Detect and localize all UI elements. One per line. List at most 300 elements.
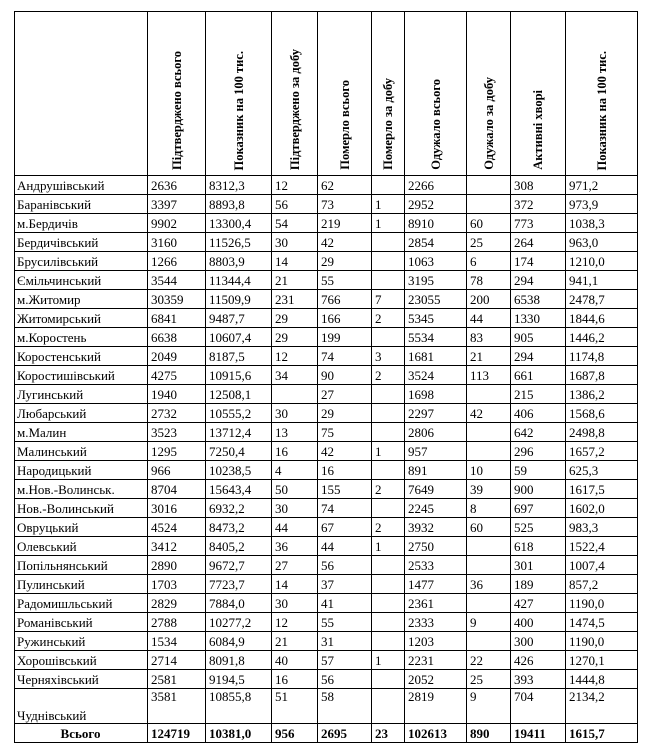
data-cell: 3523 <box>148 423 206 442</box>
district-name: Черняхівський <box>15 670 148 689</box>
data-cell: 1210,0 <box>566 252 638 271</box>
data-cell: 25 <box>467 670 511 689</box>
district-name: м.Нов.-Волинськ. <box>15 480 148 499</box>
table-row <box>15 442 638 461</box>
table-row <box>15 651 638 670</box>
column-header-label: Померло за добу <box>381 78 395 170</box>
data-cell: 60 <box>467 518 511 537</box>
data-cell <box>372 385 405 404</box>
table-row <box>15 252 638 271</box>
data-cell <box>372 670 405 689</box>
data-cell: 10555,2 <box>206 404 272 423</box>
data-cell: 661 <box>511 366 566 385</box>
table-row <box>15 271 638 290</box>
data-cell: 23055 <box>405 290 467 309</box>
data-cell: 7884,0 <box>206 594 272 613</box>
data-cell: 300 <box>511 632 566 651</box>
district-name: Житомирський <box>15 309 148 328</box>
data-cell: 1940 <box>148 385 206 404</box>
column-header-label: Одужало за добу <box>481 77 496 170</box>
table-row <box>15 404 638 423</box>
column-header <box>467 12 511 176</box>
data-cell: 406 <box>511 404 566 423</box>
data-cell: 50 <box>272 480 318 499</box>
data-cell: 12 <box>272 176 318 195</box>
table-row <box>15 670 638 689</box>
district-name: Лугинський <box>15 385 148 404</box>
data-cell: 166 <box>318 309 372 328</box>
data-cell: 9 <box>467 689 511 724</box>
data-cell: 891 <box>405 461 467 480</box>
data-cell: 67 <box>318 518 372 537</box>
district-name: м.Житомир <box>15 290 148 309</box>
data-cell: 4275 <box>148 366 206 385</box>
data-cell: 426 <box>511 651 566 670</box>
data-cell: 3016 <box>148 499 206 518</box>
data-cell: 10277,2 <box>206 613 272 632</box>
data-cell: 10915,6 <box>206 366 272 385</box>
data-cell: 22 <box>467 651 511 670</box>
data-cell <box>372 499 405 518</box>
data-cell: 2788 <box>148 613 206 632</box>
data-cell: 8473,2 <box>206 518 272 537</box>
data-cell: 74 <box>318 499 372 518</box>
district-name: Пулинський <box>15 575 148 594</box>
data-cell: 1007,4 <box>566 556 638 575</box>
data-cell <box>467 176 511 195</box>
data-cell: 1657,2 <box>566 442 638 461</box>
data-cell: 1534 <box>148 632 206 651</box>
data-cell: 1568,6 <box>566 404 638 423</box>
data-cell: 1 <box>372 651 405 670</box>
data-cell: 2134,2 <box>566 689 638 724</box>
district-name: Хорошівський <box>15 651 148 670</box>
data-cell: 73 <box>318 195 372 214</box>
total-cell: 2695 <box>318 724 372 743</box>
data-cell: 1446,2 <box>566 328 638 347</box>
data-cell: 973,9 <box>566 195 638 214</box>
cropped-top-line <box>0 0 651 10</box>
data-cell: 294 <box>511 271 566 290</box>
data-cell: 9 <box>467 613 511 632</box>
data-cell: 27 <box>272 556 318 575</box>
data-cell: 3932 <box>405 518 467 537</box>
data-cell: 8803,9 <box>206 252 272 271</box>
data-cell: 59 <box>511 461 566 480</box>
data-cell <box>372 423 405 442</box>
data-cell: 900 <box>511 480 566 499</box>
table-row <box>15 632 638 651</box>
data-cell: 2231 <box>405 651 467 670</box>
data-cell: 13712,4 <box>206 423 272 442</box>
data-cell: 2 <box>372 366 405 385</box>
data-cell: 6538 <box>511 290 566 309</box>
data-cell: 983,3 <box>566 518 638 537</box>
data-cell: 8893,8 <box>206 195 272 214</box>
data-cell: 1 <box>372 442 405 461</box>
data-cell: 8704 <box>148 480 206 499</box>
data-cell: 7723,7 <box>206 575 272 594</box>
data-cell: 90 <box>318 366 372 385</box>
data-cell: 8910 <box>405 214 467 233</box>
data-cell: 54 <box>272 214 318 233</box>
district-name: Олевський <box>15 537 148 556</box>
data-cell: 1038,3 <box>566 214 638 233</box>
data-cell <box>372 252 405 271</box>
data-cell: 1190,0 <box>566 594 638 613</box>
data-cell <box>372 689 405 724</box>
data-cell: 697 <box>511 499 566 518</box>
table-row <box>15 195 638 214</box>
column-header <box>372 12 405 176</box>
data-cell: 2049 <box>148 347 206 366</box>
column-header <box>272 12 318 176</box>
district-name: м.Бердичів <box>15 214 148 233</box>
data-cell: 1687,8 <box>566 366 638 385</box>
column-header-label: Показник на 100 тис. <box>594 50 609 170</box>
data-cell: 155 <box>318 480 372 499</box>
data-cell: 60 <box>467 214 511 233</box>
total-cell: 23 <box>372 724 405 743</box>
data-cell <box>467 594 511 613</box>
data-cell: 4 <box>272 461 318 480</box>
data-cell: 15643,4 <box>206 480 272 499</box>
data-cell: 400 <box>511 613 566 632</box>
data-cell <box>467 195 511 214</box>
data-cell: 2245 <box>405 499 467 518</box>
data-cell: 7 <box>372 290 405 309</box>
table-row <box>15 689 638 724</box>
data-cell: 2333 <box>405 613 467 632</box>
column-header-label: Підтверджено за добу <box>287 48 302 170</box>
data-cell: 29 <box>318 404 372 423</box>
column-header-label: Активні хворі <box>531 90 545 170</box>
data-cell <box>467 385 511 404</box>
total-row <box>15 724 638 743</box>
data-cell: 58 <box>318 689 372 724</box>
data-cell: 2750 <box>405 537 467 556</box>
data-cell <box>372 271 405 290</box>
total-cell: 19411 <box>511 724 566 743</box>
data-cell: 16 <box>272 442 318 461</box>
table-row <box>15 537 638 556</box>
data-cell: 1844,6 <box>566 309 638 328</box>
data-cell: 42 <box>318 233 372 252</box>
data-cell: 642 <box>511 423 566 442</box>
district-name: Коростенський <box>15 347 148 366</box>
table-row <box>15 499 638 518</box>
data-cell: 11344,4 <box>206 271 272 290</box>
data-cell: 294 <box>511 347 566 366</box>
data-cell: 199 <box>318 328 372 347</box>
data-cell: 3 <box>372 347 405 366</box>
data-cell: 174 <box>511 252 566 271</box>
data-cell: 1 <box>372 214 405 233</box>
data-cell: 3397 <box>148 195 206 214</box>
data-cell: 905 <box>511 328 566 347</box>
data-cell: 30359 <box>148 290 206 309</box>
data-cell: 39 <box>467 480 511 499</box>
district-name: Малинський <box>15 442 148 461</box>
data-cell: 200 <box>467 290 511 309</box>
data-cell: 11509,9 <box>206 290 272 309</box>
total-cell: 124719 <box>148 724 206 743</box>
data-cell <box>372 176 405 195</box>
data-cell <box>372 461 405 480</box>
data-cell: 264 <box>511 233 566 252</box>
data-cell: 8 <box>467 499 511 518</box>
data-cell <box>372 594 405 613</box>
data-cell: 13300,4 <box>206 214 272 233</box>
data-cell: 57 <box>318 651 372 670</box>
data-cell: 8091,8 <box>206 651 272 670</box>
table-row <box>15 328 638 347</box>
data-cell: 1602,0 <box>566 499 638 518</box>
total-cell: 956 <box>272 724 318 743</box>
data-cell: 957 <box>405 442 467 461</box>
data-cell: 215 <box>511 385 566 404</box>
data-cell: 8187,5 <box>206 347 272 366</box>
data-cell <box>467 556 511 575</box>
data-cell: 2952 <box>405 195 467 214</box>
column-header <box>148 12 206 176</box>
data-cell: 1270,1 <box>566 651 638 670</box>
data-cell: 30 <box>272 233 318 252</box>
district-name: Ємільчинський <box>15 271 148 290</box>
table-row <box>15 575 638 594</box>
district-name: Попільнянський <box>15 556 148 575</box>
data-cell: 6932,2 <box>206 499 272 518</box>
data-cell: 1698 <box>405 385 467 404</box>
data-cell: 13 <box>272 423 318 442</box>
table-row <box>15 290 638 309</box>
data-cell: 308 <box>511 176 566 195</box>
data-cell: 1063 <box>405 252 467 271</box>
data-cell: 30 <box>272 499 318 518</box>
data-cell: 42 <box>318 442 372 461</box>
data-cell: 29 <box>272 328 318 347</box>
data-cell: 55 <box>318 271 372 290</box>
total-cell: 890 <box>467 724 511 743</box>
data-cell: 2533 <box>405 556 467 575</box>
data-cell: 1266 <box>148 252 206 271</box>
data-cell: 857,2 <box>566 575 638 594</box>
table-row <box>15 385 638 404</box>
data-cell: 9902 <box>148 214 206 233</box>
column-header <box>206 12 272 176</box>
data-cell <box>372 404 405 423</box>
data-cell <box>372 233 405 252</box>
data-cell: 1203 <box>405 632 467 651</box>
data-cell: 2636 <box>148 176 206 195</box>
data-cell: 37 <box>318 575 372 594</box>
data-cell: 618 <box>511 537 566 556</box>
data-cell: 393 <box>511 670 566 689</box>
data-cell: 1681 <box>405 347 467 366</box>
district-name: Брусилівський <box>15 252 148 271</box>
data-cell <box>467 442 511 461</box>
column-header-label: Одужало всього <box>428 79 443 170</box>
data-cell: 30 <box>272 594 318 613</box>
data-cell <box>372 632 405 651</box>
data-cell: 625,3 <box>566 461 638 480</box>
district-name: м.Малин <box>15 423 148 442</box>
data-cell: 16 <box>318 461 372 480</box>
data-cell: 2854 <box>405 233 467 252</box>
data-cell: 2732 <box>148 404 206 423</box>
column-header-label: Показник на 100 тис. <box>231 50 246 170</box>
data-cell: 189 <box>511 575 566 594</box>
district-name: Бердичівський <box>15 233 148 252</box>
data-cell: 773 <box>511 214 566 233</box>
data-cell: 78 <box>467 271 511 290</box>
data-cell: 1617,5 <box>566 480 638 499</box>
data-cell: 1444,8 <box>566 670 638 689</box>
district-name: Андрушівський <box>15 176 148 195</box>
data-cell: 9487,7 <box>206 309 272 328</box>
data-cell: 971,2 <box>566 176 638 195</box>
data-cell: 3524 <box>405 366 467 385</box>
table-row <box>15 556 638 575</box>
data-cell: 2806 <box>405 423 467 442</box>
data-cell: 14 <box>272 252 318 271</box>
district-name: Ружинський <box>15 632 148 651</box>
data-cell: 62 <box>318 176 372 195</box>
table-row <box>15 613 638 632</box>
total-label: Всього <box>15 724 148 743</box>
data-cell: 25 <box>467 233 511 252</box>
data-cell: 8405,2 <box>206 537 272 556</box>
table-row <box>15 214 638 233</box>
data-cell: 51 <box>272 689 318 724</box>
district-name: Чуднівський <box>15 689 148 724</box>
data-cell: 40 <box>272 651 318 670</box>
data-cell <box>467 632 511 651</box>
data-cell: 27 <box>318 385 372 404</box>
data-cell: 2 <box>372 480 405 499</box>
data-cell <box>372 575 405 594</box>
data-cell: 704 <box>511 689 566 724</box>
district-name: Коростишівський <box>15 366 148 385</box>
data-cell: 2498,8 <box>566 423 638 442</box>
data-cell: 31 <box>318 632 372 651</box>
data-cell: 9194,5 <box>206 670 272 689</box>
header-row <box>15 12 638 176</box>
table-row <box>15 176 638 195</box>
data-cell: 296 <box>511 442 566 461</box>
data-cell: 36 <box>272 537 318 556</box>
data-cell <box>372 556 405 575</box>
data-cell: 21 <box>272 632 318 651</box>
table-row <box>15 347 638 366</box>
data-cell: 3581 <box>148 689 206 724</box>
data-cell: 6 <box>467 252 511 271</box>
data-cell: 1174,8 <box>566 347 638 366</box>
data-cell <box>272 385 318 404</box>
data-cell: 2 <box>372 309 405 328</box>
data-cell: 2581 <box>148 670 206 689</box>
data-cell: 83 <box>467 328 511 347</box>
data-cell: 2052 <box>405 670 467 689</box>
data-cell: 10238,5 <box>206 461 272 480</box>
data-cell <box>467 423 511 442</box>
data-cell: 4524 <box>148 518 206 537</box>
column-header <box>405 12 467 176</box>
data-cell: 44 <box>318 537 372 556</box>
data-cell: 14 <box>272 575 318 594</box>
data-cell: 1474,5 <box>566 613 638 632</box>
data-cell: 231 <box>272 290 318 309</box>
total-cell: 10381,0 <box>206 724 272 743</box>
data-cell: 6638 <box>148 328 206 347</box>
data-cell: 2361 <box>405 594 467 613</box>
data-cell: 10 <box>467 461 511 480</box>
table-row <box>15 233 638 252</box>
column-header <box>566 12 638 176</box>
district-name: м.Коростень <box>15 328 148 347</box>
data-cell: 44 <box>467 309 511 328</box>
data-cell: 10607,4 <box>206 328 272 347</box>
data-cell: 42 <box>467 404 511 423</box>
data-cell: 3160 <box>148 233 206 252</box>
data-cell: 1477 <box>405 575 467 594</box>
data-cell: 372 <box>511 195 566 214</box>
data-cell: 3195 <box>405 271 467 290</box>
data-cell: 1295 <box>148 442 206 461</box>
data-cell: 74 <box>318 347 372 366</box>
covid-stats-table <box>14 11 638 743</box>
data-cell: 219 <box>318 214 372 233</box>
data-cell: 2297 <box>405 404 467 423</box>
table-row <box>15 480 638 499</box>
data-cell: 1 <box>372 537 405 556</box>
data-cell: 3412 <box>148 537 206 556</box>
column-header <box>318 12 372 176</box>
data-cell: 56 <box>318 556 372 575</box>
data-cell: 56 <box>272 195 318 214</box>
data-cell: 2266 <box>405 176 467 195</box>
data-cell: 29 <box>318 252 372 271</box>
table-row <box>15 366 638 385</box>
table-row <box>15 461 638 480</box>
data-cell: 3544 <box>148 271 206 290</box>
district-name: Баранівський <box>15 195 148 214</box>
data-cell: 7649 <box>405 480 467 499</box>
data-cell: 55 <box>318 613 372 632</box>
table-row <box>15 518 638 537</box>
data-cell: 56 <box>318 670 372 689</box>
total-cell: 1615,7 <box>566 724 638 743</box>
data-cell: 301 <box>511 556 566 575</box>
data-cell: 2829 <box>148 594 206 613</box>
data-cell: 6841 <box>148 309 206 328</box>
column-header-label: Підтверджено всього <box>169 50 184 170</box>
data-cell: 9672,7 <box>206 556 272 575</box>
data-cell: 525 <box>511 518 566 537</box>
data-cell: 1330 <box>511 309 566 328</box>
data-cell: 29 <box>272 309 318 328</box>
district-name: Народицький <box>15 461 148 480</box>
table-row <box>15 594 638 613</box>
data-cell: 1 <box>372 195 405 214</box>
data-cell: 966 <box>148 461 206 480</box>
data-cell: 1190,0 <box>566 632 638 651</box>
data-cell: 7250,4 <box>206 442 272 461</box>
data-cell: 6084,9 <box>206 632 272 651</box>
data-cell: 21 <box>272 271 318 290</box>
column-header <box>15 12 148 176</box>
data-cell: 12 <box>272 347 318 366</box>
